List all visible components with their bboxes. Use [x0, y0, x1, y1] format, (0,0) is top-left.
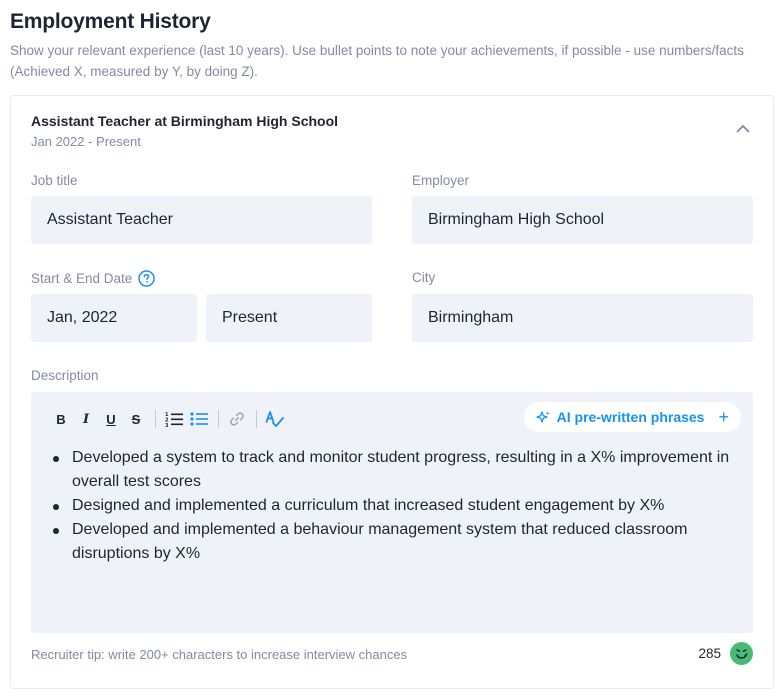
description-editor[interactable] [31, 392, 753, 633]
svg-text:1: 1 [165, 412, 169, 418]
strikethrough-button[interactable]: S [131, 411, 141, 427]
ai-phrases-button[interactable] [524, 402, 741, 432]
job-title-label: Job title [31, 173, 78, 188]
description-bullets[interactable] [53, 446, 743, 566]
list-item: Designed and implemented a curriculum that increased student engagement by X% [53, 494, 743, 518]
toolbar-divider [256, 410, 257, 428]
collapse-button[interactable] [731, 116, 755, 140]
job-title-input[interactable]: Assistant Teacher [31, 196, 372, 244]
ordered-list-button[interactable] [162, 407, 186, 431]
city-input[interactable]: Birmingham [412, 294, 753, 342]
date-label: Start & End Date [31, 270, 155, 287]
city-label: City [412, 270, 436, 285]
recruiter-tip: Recruiter tip: write 200+ characters to increase interview chances [31, 647, 408, 662]
end-date-input[interactable]: Present [206, 294, 372, 342]
entry-title[interactable]: Assistant Teacher at Birmingham High School [31, 113, 339, 129]
svg-text:3: 3 [165, 423, 169, 427]
entry-dates: Jan 2022 - Present [31, 134, 141, 149]
bullet-list-button[interactable] [187, 407, 211, 431]
ai-phrases-label: AI pre-written phrases [556, 409, 705, 425]
chevron-up-icon [736, 124, 750, 133]
employer-label: Employer [412, 173, 470, 188]
toolbar-divider [218, 410, 219, 428]
bold-button[interactable]: B [56, 411, 66, 427]
plus-icon: + [718, 407, 729, 427]
underline-button[interactable]: U [106, 411, 116, 427]
section-title: Employment History [10, 10, 211, 33]
employment-entry-card [10, 95, 774, 689]
list-item: Developed a system to track and monitor student progress, resulting in a X% improvement in overall test scores [53, 446, 743, 494]
smiley-icon [730, 642, 753, 665]
character-count: 285 [698, 646, 721, 661]
section-description: Show your relevant experience (last 10 years). Use bullet points to note your achievements, if possible - use numbers/facts (Achieved X, measured by Y, by doing Z). [10, 43, 744, 79]
question-circle-icon[interactable] [138, 270, 155, 287]
svg-text:2: 2 [165, 417, 169, 424]
spellcheck-icon [265, 410, 285, 428]
start-date-input[interactable]: Jan, 2022 [31, 294, 197, 342]
bullet-list-icon [190, 411, 208, 427]
employer-input[interactable]: Birmingham High School [412, 196, 753, 244]
description-label: Description [31, 368, 99, 383]
list-item: Developed and implemented a behaviour management system that reduced classroom disruptions by X% [53, 518, 743, 566]
spellcheck-button[interactable] [263, 407, 287, 431]
ordered-list-icon [165, 411, 183, 427]
toolbar-divider [155, 410, 156, 428]
link-icon [229, 411, 245, 427]
sparkle-icon [536, 410, 551, 425]
italic-button[interactable]: I [82, 411, 90, 427]
link-button[interactable] [225, 407, 249, 431]
editor-toolbar [49, 406, 288, 432]
